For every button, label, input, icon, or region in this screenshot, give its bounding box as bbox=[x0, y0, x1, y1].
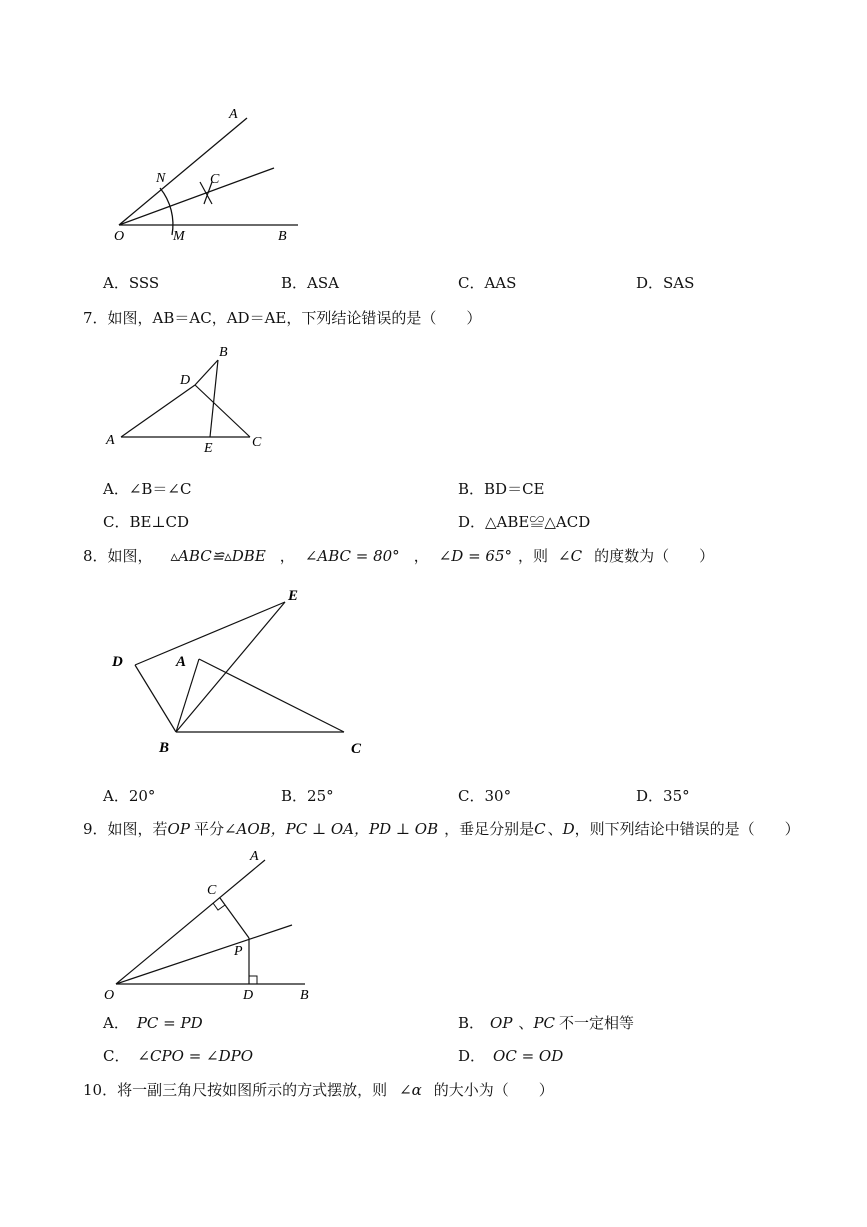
q8-stem-congruence: ▵ABC≌▵DBE bbox=[170, 547, 266, 565]
label-B: B bbox=[278, 229, 287, 244]
q8-stem-angle-abc: ∠ABC = 80° bbox=[304, 547, 400, 565]
q9-option-c bbox=[103, 1045, 253, 1066]
q8-figure bbox=[100, 580, 380, 760]
q8-stem-angle-c: ∠C bbox=[558, 547, 583, 565]
q9-option-d-math: OC = OD bbox=[493, 1047, 564, 1065]
q9-option-a-prefix: A． bbox=[103, 1014, 129, 1032]
q9-option-c-prefix: C． bbox=[103, 1047, 130, 1065]
q6-option-b: B．ASA bbox=[281, 274, 339, 292]
label-M: M bbox=[173, 229, 185, 244]
q7-option-a: A．∠B＝∠C bbox=[103, 480, 192, 498]
q9-stem-t1: 平分 bbox=[193, 820, 224, 838]
q10-stem-suffix: 的大小为（ ） bbox=[433, 1081, 554, 1099]
q7-option-c: C．BE⊥CD bbox=[103, 513, 190, 531]
q10-stem-prefix: 10．将一副三角尺按如图所示的方式摆放，则 bbox=[83, 1081, 388, 1099]
q9-option-b-pc: PC bbox=[533, 1014, 556, 1032]
label-N: N bbox=[156, 171, 166, 186]
q8-stem-sep1: ， bbox=[279, 547, 295, 565]
q8-option-a: A．20° bbox=[103, 787, 156, 805]
q8-stem-mid: ，则 bbox=[518, 547, 549, 565]
label-A: A bbox=[106, 433, 115, 448]
q9-option-a bbox=[103, 1012, 203, 1033]
q6-option-d: D．SAS bbox=[636, 274, 695, 292]
q9-option-b-op: OP bbox=[490, 1014, 513, 1032]
q9-stem-t3: 、 bbox=[547, 820, 563, 838]
label-A: A bbox=[250, 849, 259, 864]
q9-stem-prefix: 9．如图，若 bbox=[83, 820, 168, 838]
label-D: D bbox=[243, 988, 254, 1003]
q8-option-d: D．35° bbox=[636, 787, 690, 805]
label-A: A bbox=[229, 107, 238, 122]
label-B: B bbox=[219, 345, 228, 360]
q10-stem bbox=[83, 1079, 554, 1100]
angle-bisector-figure bbox=[100, 100, 320, 250]
q8-stem-angle-d: ∠D = 65° bbox=[438, 547, 512, 565]
q7-option-b: B．BD＝CE bbox=[458, 480, 545, 498]
q7-figure bbox=[100, 340, 275, 455]
q8-option-b: B．25° bbox=[281, 787, 334, 805]
q8-stem-sep2: ， bbox=[413, 547, 429, 565]
q10-stem-alpha: ∠α bbox=[399, 1081, 422, 1099]
q8-stem-suffix: 的度数为（ ） bbox=[594, 547, 715, 565]
label-P: P bbox=[234, 944, 243, 959]
q6-option-a: A．SSS bbox=[103, 274, 160, 292]
q9-stem-suffix: ，则下列结论中错误的是（ ） bbox=[574, 820, 800, 838]
q9-stem-c: C bbox=[534, 820, 546, 838]
q9-stem-conditions: ∠AOB，PC ⊥ OA，PD ⊥ OB bbox=[223, 820, 439, 838]
label-C: C bbox=[252, 435, 262, 450]
label-O: O bbox=[104, 988, 115, 1003]
label-C: C bbox=[210, 172, 220, 187]
label-A: A bbox=[176, 654, 187, 670]
q9-option-c-math: ∠CPO = ∠DPO bbox=[137, 1047, 254, 1065]
q9-option-b-prefix: B． bbox=[458, 1014, 485, 1032]
q9-option-b bbox=[458, 1012, 634, 1033]
label-C: C bbox=[351, 741, 362, 757]
label-E: E bbox=[204, 441, 213, 455]
q9-option-d bbox=[458, 1045, 563, 1066]
q9-option-d-prefix: D． bbox=[458, 1047, 486, 1065]
label-B: B bbox=[300, 988, 309, 1003]
q9-stem bbox=[83, 818, 800, 839]
label-D: D bbox=[112, 654, 123, 670]
q6-option-c: C．AAS bbox=[458, 274, 517, 292]
q9-figure bbox=[100, 845, 330, 1005]
q8-stem-prefix: 8．如图， bbox=[83, 547, 153, 565]
label-E: E bbox=[288, 588, 299, 604]
label-B: B bbox=[159, 740, 170, 756]
q9-option-b-sep: 、 bbox=[518, 1014, 534, 1032]
label-O: O bbox=[114, 229, 125, 244]
label-C: C bbox=[207, 883, 217, 898]
q7-stem: 7．如图，AB＝AC，AD＝AE，下列结论错误的是（ ） bbox=[83, 309, 482, 327]
q9-stem-t2: ，垂足分别是 bbox=[444, 820, 535, 838]
label-D: D bbox=[180, 373, 191, 388]
q8-option-c: C．30° bbox=[458, 787, 512, 805]
q8-stem bbox=[83, 545, 714, 566]
q9-option-a-math: PC = PD bbox=[136, 1014, 203, 1032]
q9-option-b-text: 不一定相等 bbox=[559, 1014, 635, 1032]
q9-stem-d: D bbox=[562, 820, 575, 838]
q7-option-d: D．△ABE≌△ACD bbox=[458, 513, 591, 531]
q9-stem-op: OP bbox=[167, 820, 190, 838]
